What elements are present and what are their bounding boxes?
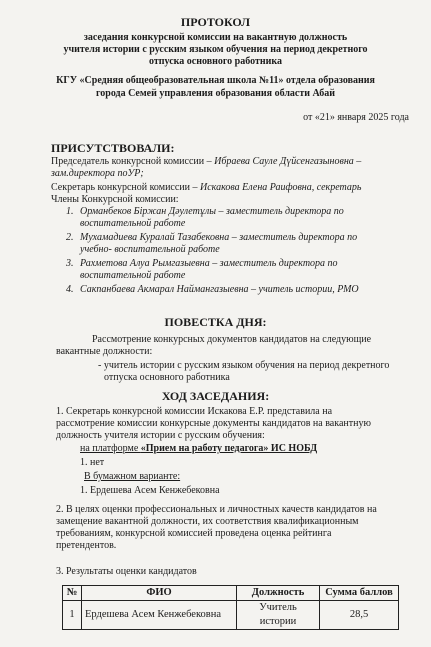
agenda-text: Рассмотрение конкурсных документов кандидатов на следующие: [92, 334, 372, 345]
meeting-paragraph: должность учителя истории с русским обучения:: [56, 430, 265, 441]
header-cell: ФИО: [82, 586, 237, 601]
member-text: Орманбеков Біржан Дәулетұлы – заместитель директора по: [80, 206, 344, 217]
member-item: [66, 232, 357, 244]
secretary-line: [51, 182, 361, 194]
platform-name: «Прием на работу педагога» ИС НОБД: [140, 443, 318, 454]
meeting-heading: ХОД ЗАСЕДАНИЯ:: [161, 389, 270, 403]
meeting-paragraph: претендентов.: [56, 540, 117, 551]
agenda-item-cont: отпуска основного работника: [104, 372, 230, 383]
header-cell: Должность: [237, 586, 320, 601]
results-table: [62, 585, 399, 630]
member-text-cont: воспитательной работе: [80, 270, 186, 281]
subtitle-line: отпуска основного работника: [148, 56, 283, 67]
member-text: Рахметова Алуа Рымгазыевна – заместитель директора по: [80, 258, 338, 269]
results-caption: 3. Результаты оценки кандидатов: [56, 566, 197, 577]
present-heading: ПРИСУТСТВОВАЛИ:: [51, 141, 175, 155]
agenda-text: вакантные должности:: [56, 346, 153, 357]
meeting-paragraph: рассмотрение комиссии конкурсные документы кандидатов на вакантную: [56, 418, 371, 429]
table-header-row: [63, 586, 399, 601]
agenda-item: - учитель истории с русским языком обучения на период декретного: [98, 360, 390, 371]
platform-line: [80, 443, 317, 455]
meeting-paragraph: 2. В целях оценки профессиональных и личностных качеств кандидатов на: [56, 504, 377, 515]
paper-label: В бумажном варианте:: [84, 471, 181, 482]
member-number: 1.: [66, 206, 74, 217]
chair-line: [51, 156, 361, 168]
header-cell: Сумма баллов: [320, 586, 399, 601]
chair-name: Ибраева Сауле Дүйсенгазыновна –: [214, 156, 362, 167]
member-number: 4.: [66, 284, 74, 295]
member-text-cont: воспитательной работе: [80, 218, 186, 229]
document-title: ПРОТОКОЛ: [180, 15, 251, 29]
table-cell: 28,5: [320, 601, 399, 630]
organization-line: КГУ «Средняя общеобразовательная школа №11» отдела образования: [56, 75, 375, 86]
meeting-paragraph: требованиям, конкурсной комиссией проведена оценка рейтинга: [56, 528, 332, 539]
header-cell: №: [63, 586, 82, 601]
member-item: [66, 258, 338, 270]
document-date: от «21» января 2025 года: [303, 112, 409, 123]
meeting-paragraph: 1. Секретарь конкурсной комиссии Искакова Е.Р. представила на: [56, 406, 333, 417]
member-text: Мухамадиева Куралай Тазабековна – заместитель директора по: [80, 232, 358, 243]
subtitle-line: заседания конкурсной комиссии на вакантную должность: [83, 32, 348, 43]
secretary-label: Секретарь конкурсной комиссии –: [51, 182, 200, 193]
members-label: Члены Конкурсной комиссии:: [51, 194, 179, 205]
agenda-heading: ПОВЕСТКА ДНЯ:: [164, 315, 267, 329]
organization-line: города Семей управления образования области Абай: [95, 88, 336, 99]
member-item: [66, 206, 344, 218]
table-cell: 1: [63, 601, 82, 630]
meeting-paragraph: замещение вакантной должности, их соответствия квалификационным: [56, 516, 359, 527]
member-number: 2.: [66, 232, 74, 243]
chair-label: Председатель конкурсной комиссии –: [51, 156, 215, 167]
platform-prefix: на платформе: [80, 443, 141, 454]
subtitle-line: учителя истории с русским языком обучения на период декретного: [63, 44, 368, 55]
member-text-cont: учебно- воспитательной работе: [80, 244, 220, 255]
secretary-name: Искакова Елена Раифовна, секретарь: [200, 182, 362, 193]
table-cell: Ердешева Асем Кенжебековна: [82, 601, 237, 630]
member-text: Сакпанбаева Акмарал Наймангазыевна – учитель истории, РМО: [80, 284, 359, 295]
platform-item: 1. нет: [80, 457, 105, 468]
member-item: [66, 284, 359, 296]
table-cell: Учитель истории: [237, 601, 320, 630]
member-number: 3.: [66, 258, 74, 269]
chair-position: зам.директора поУР;: [51, 168, 144, 179]
table-row: [63, 601, 399, 630]
paper-item: 1. Ердешева Асем Кенжебековна: [80, 485, 220, 496]
